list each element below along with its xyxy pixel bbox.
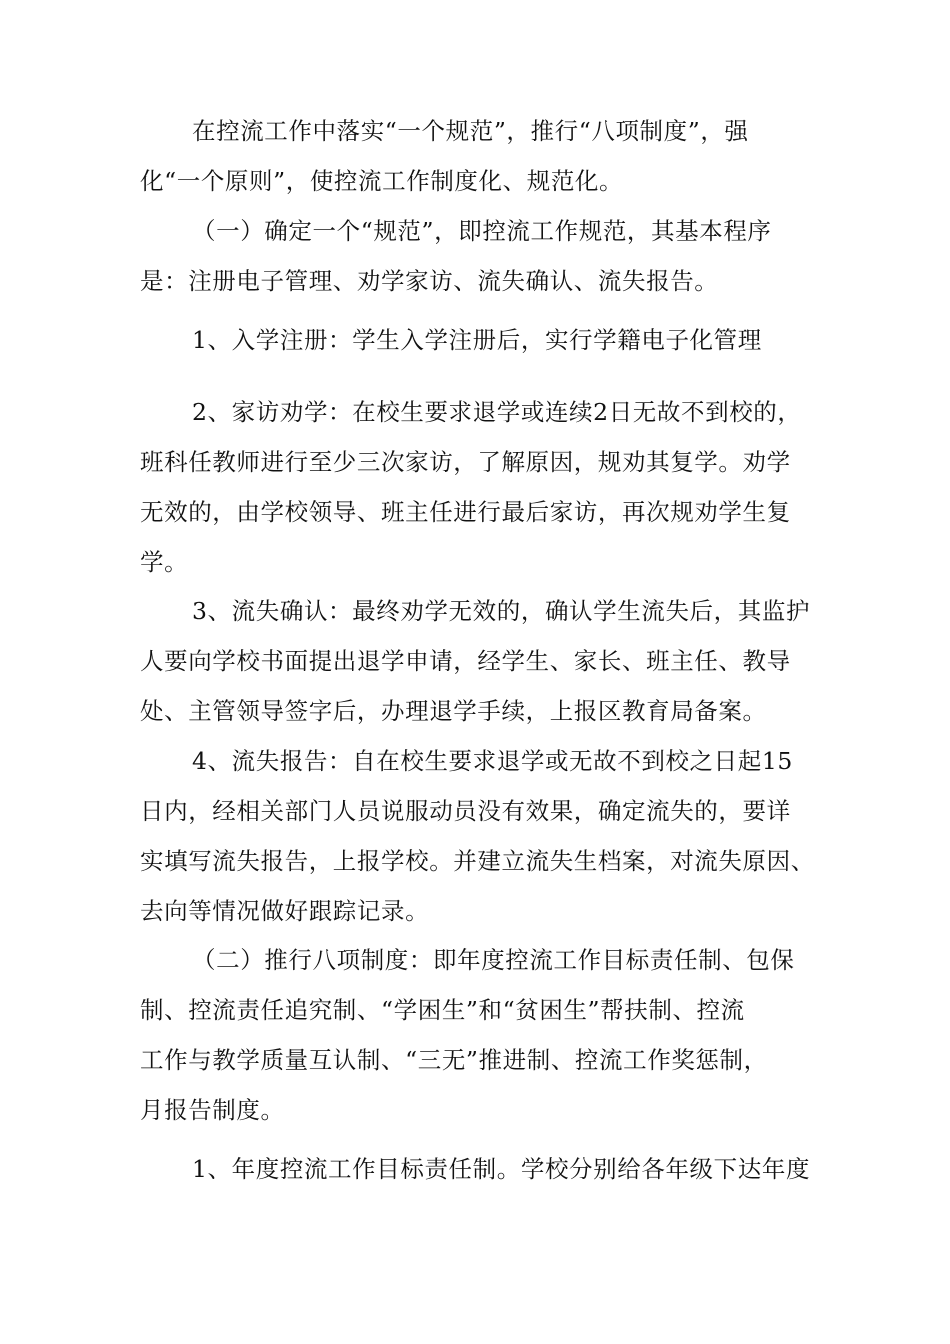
text-line: （一）确定一个“规范”，即控流工作规范，其基本程序 bbox=[192, 217, 772, 245]
text-line: 处、主管领导签字后，办理退学手续，上报区教育局备案。 bbox=[140, 697, 767, 725]
text-line: 去向等情况做好跟踪记录。 bbox=[140, 897, 430, 925]
text-line: 制、控流责任追究制、“学困生”和“贫困生”帮扶制、控流 bbox=[140, 996, 745, 1024]
text-line: 班科任教师进行至少三次家访，了解原因，规劝其复学。劝学 bbox=[140, 448, 791, 476]
text-line: 1、入学注册：学生入学注册后，实行学籍电子化管理 bbox=[192, 326, 762, 354]
text-line: （二）推行八项制度：即年度控流工作目标责任制、包保 bbox=[192, 946, 795, 974]
text-line: 4、流失报告：自在校生要求退学或无故不到校之日起15 bbox=[192, 747, 793, 775]
text-line: 月报告制度。 bbox=[140, 1096, 285, 1124]
text-line: 3、流失确认：最终劝学无效的，确认学生流失后，其监护 bbox=[192, 597, 811, 625]
text-line: 1、年度控流工作目标责任制。学校分别给各年级下达年度 bbox=[192, 1155, 811, 1183]
text-line: 2、家访劝学：在校生要求退学或连续2日无故不到校的， bbox=[192, 398, 802, 426]
text-line: 是：注册电子管理、劝学家访、流失确认、流失报告。 bbox=[140, 267, 719, 295]
text-line: 日内，经相关部门人员说服动员没有效果，确定流失的，要详 bbox=[140, 797, 791, 825]
text-line: 人要向学校书面提出退学申请，经学生、家长、班主任、教导 bbox=[140, 647, 791, 675]
text-line: 无效的，由学校领导、班主任进行最后家访，再次规劝学生复 bbox=[140, 498, 791, 526]
text-line: 在控流工作中落实“一个规范”，推行“八项制度”，强 bbox=[192, 117, 749, 145]
text-line: 学。 bbox=[140, 548, 189, 576]
text-line: 化“一个原则”，使控流工作制度化、规范化。 bbox=[140, 167, 624, 195]
text-line: 工作与教学质量互认制、“三无”推进制、控流工作奖惩制， bbox=[140, 1046, 768, 1074]
text-line: 实填写流失报告，上报学校。并建立流失生档案，对流失原因、 bbox=[140, 847, 815, 875]
